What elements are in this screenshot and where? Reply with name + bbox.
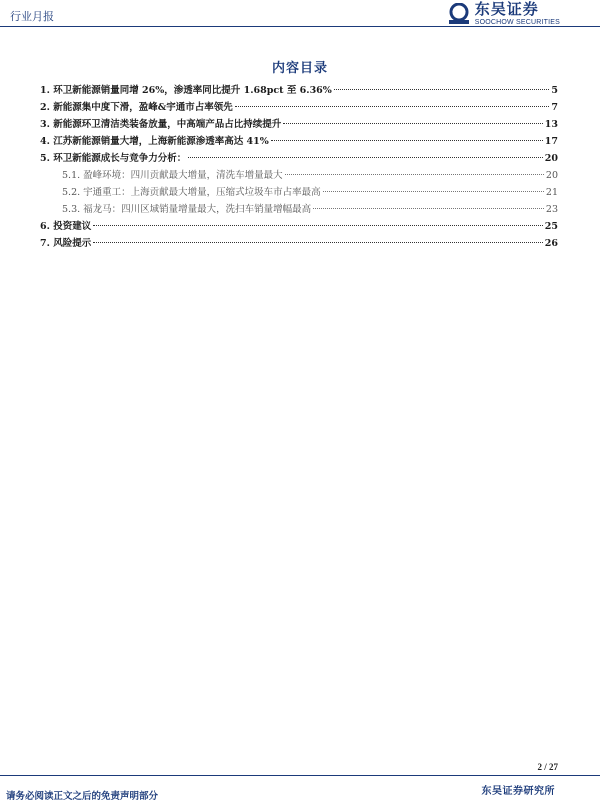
toc-entry[interactable] — [40, 133, 558, 150]
toc-entry-page: 20 — [545, 170, 558, 181]
toc-entry-title: 4. 江苏新能源销量大增，上海新能源渗透率高达 41% — [40, 136, 269, 147]
brand-logo — [447, 2, 560, 26]
toc-dot-leader — [93, 225, 543, 226]
toc-entry-title: 1. 环卫新能源销量同增 26%，渗透率同比提升 1.68pct 至 6.36% — [40, 85, 332, 96]
page-number: 2 / 27 — [537, 762, 558, 772]
toc-dot-leader — [271, 140, 543, 141]
table-of-contents — [40, 82, 558, 252]
toc-entry-page: 25 — [544, 221, 558, 232]
toc-entry[interactable] — [40, 99, 558, 116]
toc-dot-leader — [285, 174, 544, 175]
institute-name: 东吴证券研究所 — [481, 786, 555, 797]
toc-entry-page: 5 — [551, 85, 558, 96]
toc-entry[interactable] — [40, 218, 558, 235]
toc-entry-title: 5.1. 盈峰环境：四川贡献最大增量，清洗车增量最大 — [62, 170, 283, 181]
toc-dot-leader — [313, 208, 544, 209]
logo-mark-icon — [447, 3, 471, 25]
toc-entry-title: 3. 新能源环卫清洁类装备放量，中高端产品占比持续提升 — [40, 119, 282, 130]
logo-chinese-name: 东吴证券 — [474, 0, 539, 18]
toc-entry-title: 5.3. 福龙马：四川区域销量增量最大，洗扫车销量增幅最高 — [62, 204, 312, 215]
toc-entry-page: 13 — [544, 119, 558, 130]
footer-divider — [0, 775, 600, 776]
report-type-label: 行业月报 — [10, 10, 54, 23]
toc-dot-leader — [323, 191, 544, 192]
toc-dot-leader — [93, 242, 543, 243]
logo-english-name: SOOCHOW SECURITIES — [474, 19, 560, 26]
toc-entry[interactable] — [40, 150, 558, 167]
toc-entry-page: 17 — [544, 136, 558, 147]
toc-dot-leader — [283, 123, 543, 124]
toc-entry-page: 7 — [551, 102, 558, 113]
toc-entry[interactable] — [40, 184, 558, 201]
toc-entry[interactable] — [40, 167, 558, 184]
toc-entry-title: 5. 环卫新能源成长与竞争力分析： — [40, 153, 187, 164]
toc-entry-page: 26 — [544, 238, 558, 249]
toc-dot-leader — [235, 106, 550, 107]
toc-entry[interactable] — [40, 82, 558, 99]
toc-entry-page: 23 — [545, 204, 558, 215]
toc-entry-page: 20 — [544, 153, 558, 164]
header-divider — [0, 26, 600, 27]
toc-dot-leader — [188, 157, 543, 158]
toc-entry-title: 7. 风险提示 — [40, 238, 92, 249]
disclaimer-note: 请务必阅读正文之后的免责声明部分 — [6, 791, 159, 800]
toc-entry-title: 5.2. 宇通重工：上海贡献最大增量，压缩式垃圾车市占率最高 — [62, 187, 321, 198]
toc-entry[interactable] — [40, 201, 558, 218]
toc-title: 内容目录 — [271, 61, 328, 76]
toc-entry[interactable] — [40, 116, 558, 133]
toc-dot-leader — [334, 89, 550, 90]
toc-entry[interactable] — [40, 235, 558, 252]
toc-entry-page: 21 — [545, 187, 558, 198]
toc-entry-title: 2. 新能源集中度下滑，盈峰&宇通市占率领先 — [40, 102, 233, 113]
page-header — [0, 0, 600, 30]
toc-entry-title: 6. 投资建议 — [40, 221, 92, 232]
